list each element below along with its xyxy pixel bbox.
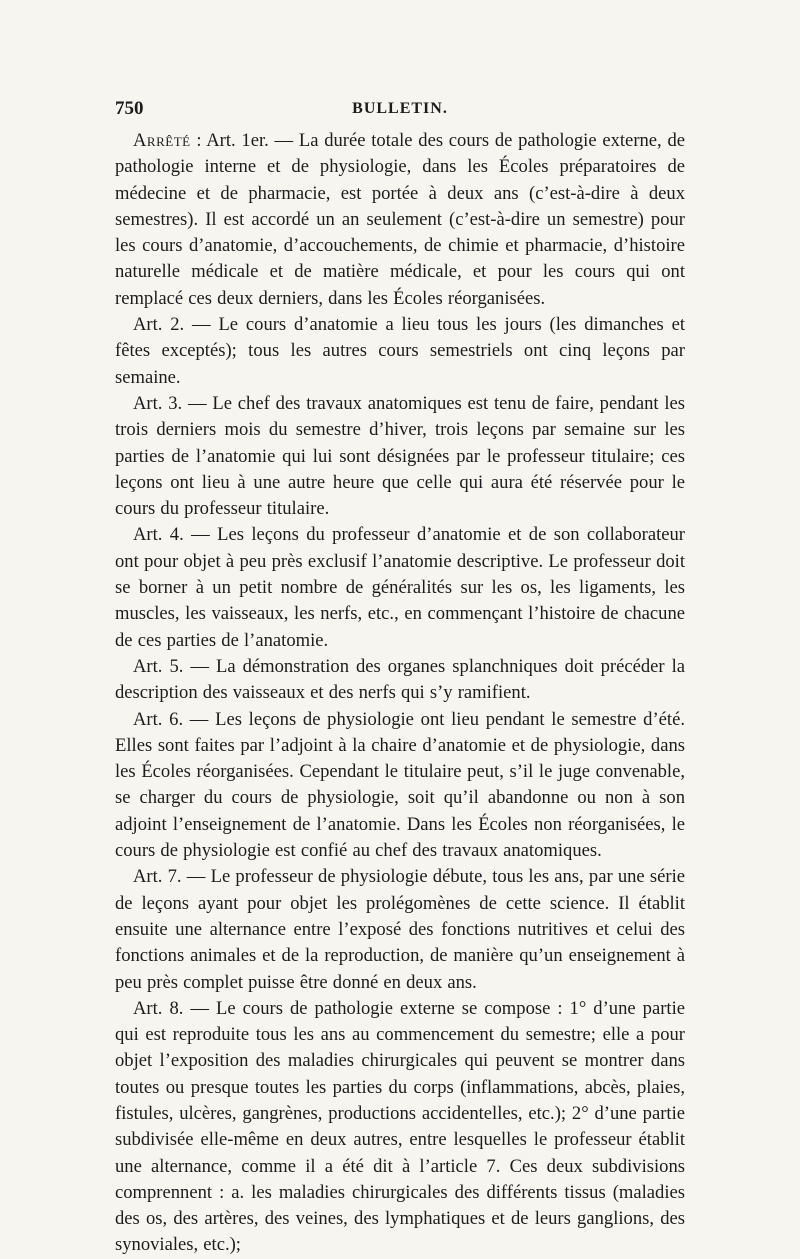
paragraph-arrete	[115, 128, 685, 312]
document-page	[115, 98, 685, 1259]
paragraph-art-7: Art. 7. — Le professeur de physiologie débute, tous les ans, par une série de leçons ayant pour objet les prolégomènes de cette science. Il établit ensuite une alternance entre l’exposé des fonctions nutritives et celui des fonctions animales et de la reproduction, de manière qu’un enseignement à peu près complet puisse être donné en deux ans.	[115, 866, 685, 993]
paragraph-text: : Art. 1er. — La durée totale des cours de pathologie externe, de pathologie interne et de physiologie, dans les Écoles préparatoires de médecine et de pharmacie, est portée à deux ans (c’est-à-dire à deux semestres). Il est accordé un an seulement (c’est-à-dire un semestre) pour les cours d’anatomie, d’accouchements, de chimie et pharmacie, d’histoire naturelle médicale et de matière médicale, et pour les cours qui ont remplacé ces deux derniers, dans les Écoles réorganisées.	[115, 130, 685, 309]
page-number: 750	[115, 98, 144, 119]
paragraph-art-8: Art. 8. — Le cours de pathologie externe se compose : 1° d’une partie qui est reproduite tous les ans au commencement du semestre; elle a pour objet l’exposition des maladies chirurgicales qui peuvent se montrer dans toutes ou presque toutes les parties du corps (inflammations, abcès, plaies, fistules, ulcères, gangrènes, productions accidentelles, etc.); 2° d’une partie subdivisée elle-même en deux autres, entre lesquelles le professeur établit une alternance, comme il a été dit à l’article 7. Ces deux subdivisions comprennent : a. les maladies chirurgicales des différents tissus (maladies des os, des artères, des veines, des lymphatiques et de leurs ganglions, des synoviales, etc.);	[115, 997, 685, 1256]
paragraph-art-3: Art. 3. — Le chef des travaux anatomiques est tenu de faire, pendant les trois derniers mois du semestre d’hiver, trois leçons par semaine sur les parties de l’anatomie qui lui sont désignées par le professeur titulaire; ces leçons ont lieu à une autre heure que celle qui aura été réservée pour le cours du professeur titulaire.	[115, 392, 685, 520]
paragraph-art-2: Art. 2. — Le cours d’anatomie a lieu tous les jours (les dimanches et fêtes exceptés); tous les autres cours semestriels ont cinq leçons par semaine.	[115, 314, 685, 388]
arrete-lead: Arrêté	[133, 130, 191, 151]
paragraph-art-6: Art. 6. — Les leçons de physiologie ont lieu pendant le semestre d’été. Elles sont faites par l’adjoint à la chaire d’anatomie et de physiologie, dans les Écoles réorganisées. Cependant le titulaire peut, s’il le juge convenable, se charger du cours de physiologie, soit qu’il abandonne ou non à son adjoint l’enseignement de l’anatomie. Dans les Écoles non réorganisées, le cours de physiologie est confié au chef des travaux anatomiques.	[115, 708, 685, 862]
running-title: BULLETIN.	[352, 100, 448, 117]
running-head	[115, 98, 685, 128]
paragraph-art-4: Art. 4. — Les leçons du professeur d’anatomie et de son collaborateur ont pour objet à peu près exclusif l’anatomie descriptive. Le professeur doit se borner à un petit nombre de généralités sur les os, les ligaments, les muscles, les vaisseaux, les nerfs, etc., en commençant l’histoire de chacune de ces parties de l’anatomie.	[115, 524, 685, 651]
paragraph-art-5: Art. 5. — La démonstration des organes splanchniques doit précéder la description des vaisseaux et des nerfs qui s’y ramifient.	[115, 655, 685, 704]
